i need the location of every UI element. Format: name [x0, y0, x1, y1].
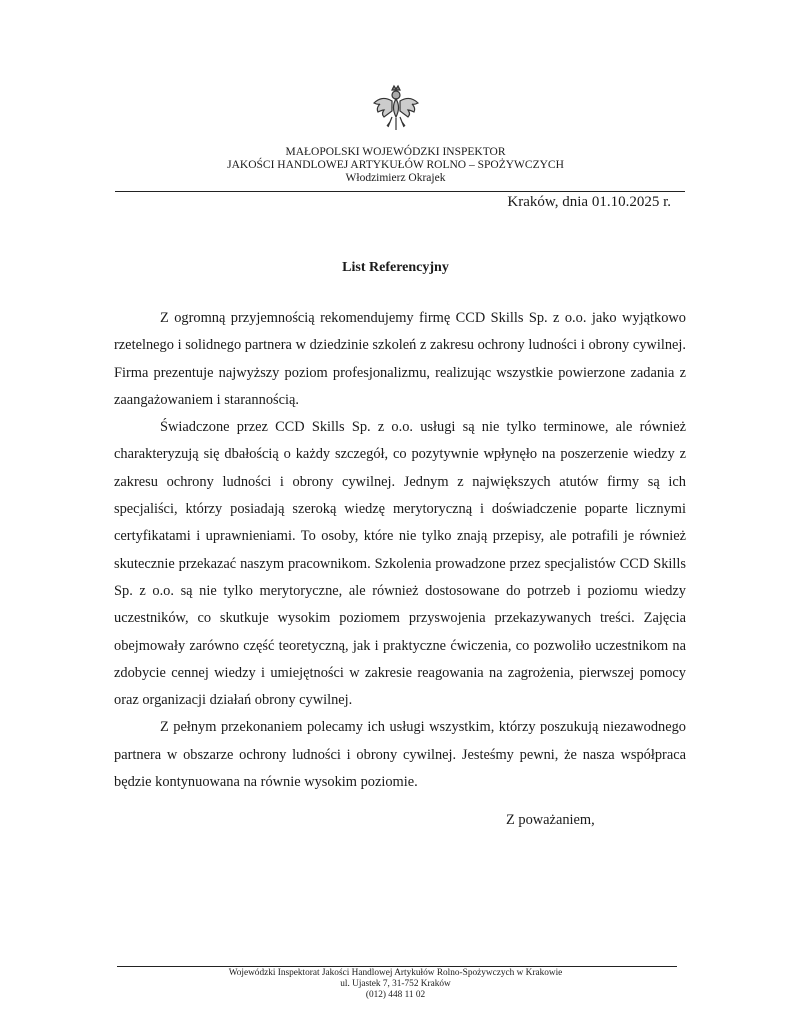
footer-divider	[117, 966, 677, 967]
paragraph: Świadczone przez CCD Skills Sp. z o.o. usługi są nie tylko terminowe, ale również charakteryzują się dbałością o każdy szczegół, co pozytywnie wpłynęło na poszerzenie wiedzy z zakresu ochrony ludności i obrony cywilnej. Jednym z największych atutów firmy są ich specjaliści, którzy posiadają szeroką wiedzę merytoryczną i doświadczenie poparte licznymi certyfikatami i uprawnieniami. To osoby, które nie tylko znają przepisy, ale potrafili je również skutecznie przekazać naszym pracownikom. Szkolenia prowadzone przez specjalistów CCD Skills Sp. z o.o. są nie tylko merytoryczne, ale również dostosowane do potrzeb i poziomu wiedzy uczestników, co skutkuje wysokim poziomem przyswojenia przekazywanych treści. Zajęcia obejmowały zarówno część teoretyczną, jak i praktyczne ćwiczenia, co pozwoliło uczestnikom na zdobycie cennej wiedzy i umiejętności w zakresie reagowania na zagrożenia, pierwszej pomocy oraz organizacji działań obrony cywilnej.	[114, 419, 686, 709]
header-line-1: MAŁOPOLSKI WOJEWÓDZKI INSPEKTOR	[285, 146, 506, 158]
header-line-2: JAKOŚCI HANDLOWEJ ARTYKUŁÓW ROLNO – SPOŻYWCZYCH	[227, 159, 564, 171]
eagle-emblem-icon	[370, 84, 422, 132]
footer-line-1: Wojewódzki Inspektorat Jakości Handlowej Artykułów Rolno-Spożywczych w Krakowie	[228, 968, 563, 978]
closing: Z poważaniem,	[506, 812, 595, 828]
letter-title: List Referencyjny	[342, 260, 449, 275]
letter-date: Kraków, dnia 01.10.2025 r.	[507, 194, 671, 210]
letter-body	[114, 305, 686, 796]
footer-address: ul. Ujastek 7, 31-752 Kraków	[340, 979, 451, 989]
paragraph: Z pełnym przekonaniem polecamy ich usługi wszystkim, którzy poszukują niezawodnego partnera w obszarze ochrony ludności i obrony cywilnej. Jesteśmy pewni, że nasza współpraca będzie kontynuowana na równie wysokim poziomie.	[114, 719, 686, 791]
footer-phone: (012) 448 11 02	[365, 990, 426, 1000]
header-divider	[115, 191, 685, 192]
header-name: Włodzimierz Okrajek	[345, 172, 446, 184]
paragraph: Z ogromną przyjemnością rekomendujemy firmę CCD Skills Sp. z o.o. jako wyjątkowo rzetelnego i solidnego partnera w dziedzinie szkoleń z zakresu ochrony ludności i obrony cywilnej. Firma prezentuje najwyższy poziom profesjonalizmu, realizując wszystkie powierzone zadania z zaangażowaniem i starannością.	[114, 310, 686, 408]
